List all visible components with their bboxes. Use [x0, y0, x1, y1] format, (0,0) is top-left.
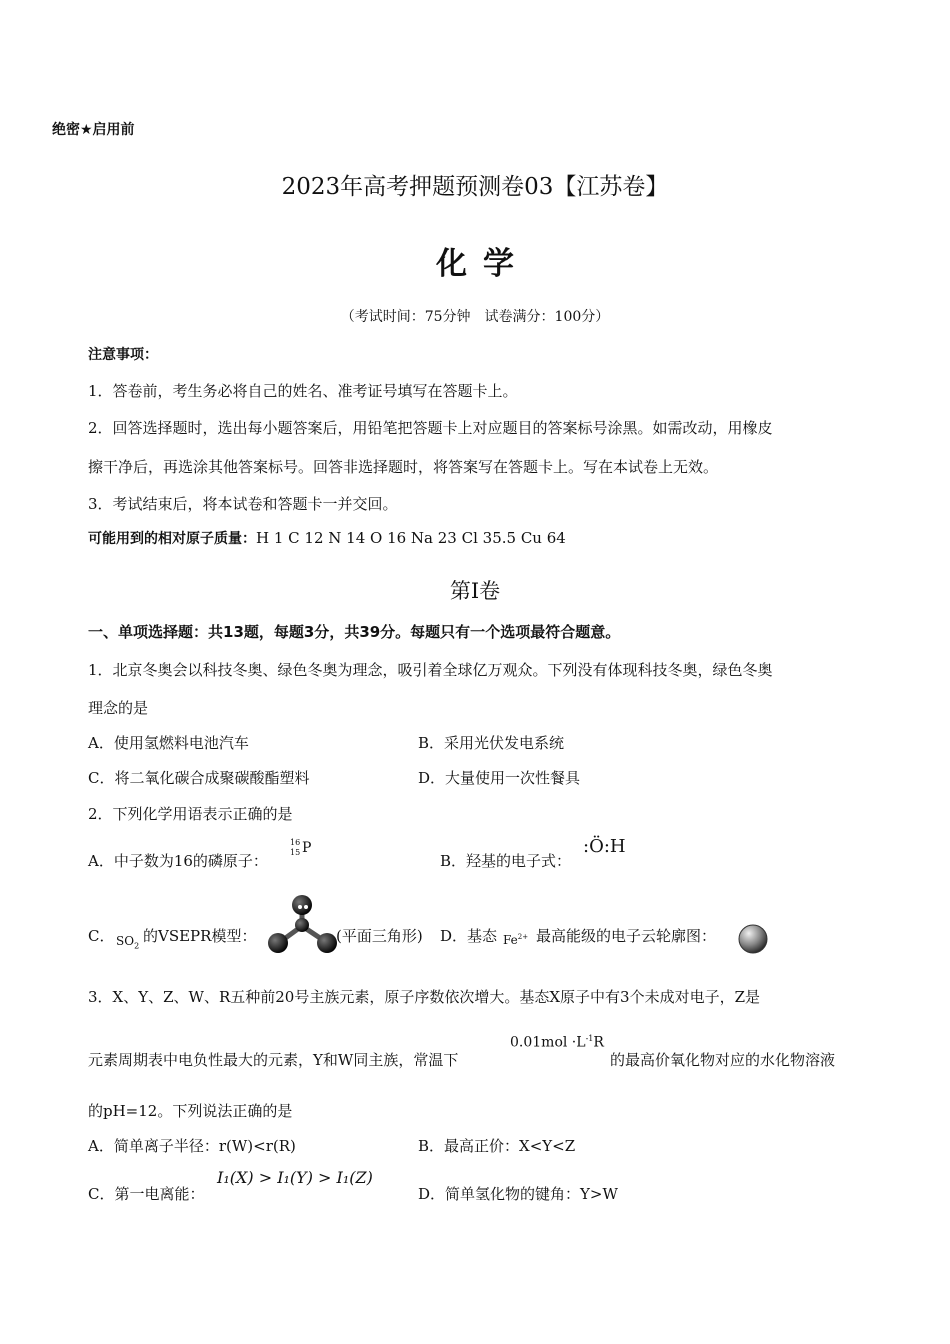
q2-d-ion	[503, 933, 528, 947]
q3-option-b: B．最高正价：X<Y<Z	[418, 1137, 576, 1155]
q2-a-atomic-number: 15	[290, 848, 301, 857]
q2-option-a: A．中子数为16的磷原子：	[88, 852, 268, 870]
q2-b-electron-formula: :Ö:H	[583, 836, 626, 857]
q3-stem-line1: 3．X、Y、Z、W、R五种前20号主族元素，原子序数依次增大。基态X原子中有3个未成对电子，Z是	[88, 988, 760, 1006]
q3-option-a: A．简单离子半径：r(W)<r(R)	[88, 1137, 296, 1155]
vsepr-lone-pair-dot-1	[298, 905, 302, 909]
q1-stem-line1: 1．北京冬奥会以科技冬奥、绿色冬奥为理念，吸引着全球亿万观众。下列没有体现科技冬奥，绿色冬奥	[88, 661, 773, 679]
q3-concentration-r: R	[593, 1034, 604, 1051]
notice-item-2-cont: 擦干净后，再选涂其他答案标号。回答非选择题时，将答案写在答题卡上。写在本试卷上无效。	[88, 458, 719, 476]
confidential-label: 绝密★启用前	[52, 122, 135, 138]
subject-title: 化学	[436, 246, 530, 282]
notice-heading: 注意事项：	[88, 347, 158, 363]
q1-option-a: A．使用氢燃料电池汽车	[88, 734, 249, 752]
q2-d-ion-symbol: Fe	[503, 933, 518, 947]
part-title: 一、单项选择题：共13题，每题3分，共39分。每题只有一个选项最符合题意。	[88, 623, 621, 641]
q3-concentration-sup: -1	[585, 1034, 594, 1043]
q2-option-c-label: C．	[88, 927, 115, 945]
atomic-mass-values: H 1 C 12 N 14 O 16 Na 23 Cl 35.5 Cu 64	[256, 529, 566, 547]
q3-stem-line3: 的pH=12。下列说法正确的是	[88, 1102, 293, 1120]
q2-option-c-text: 的VSEPR模型：	[143, 927, 257, 945]
q3-concentration-value: 0.01mol ·L	[510, 1034, 586, 1051]
vsepr-lone-pair-ball	[292, 895, 312, 915]
q2-c-formula	[116, 934, 139, 950]
q2-a-nuclide	[290, 838, 300, 858]
q2-a-symbol: P	[302, 840, 312, 856]
q3-c-formula: I₁(X) > I₁(Y) > I₁(Z)	[217, 1168, 373, 1187]
q3-concentration	[510, 1034, 604, 1051]
q1-stem-line2: 理念的是	[88, 699, 149, 717]
vsepr-oxygen-right	[317, 933, 337, 953]
q2-a-mass-number: 16	[290, 838, 301, 847]
q2-option-b: B．羟基的电子式：	[440, 852, 572, 870]
q2-c-formula-main: SO	[116, 934, 135, 948]
vsepr-model-image	[262, 892, 342, 962]
s-orbital-image	[736, 922, 770, 956]
q2-option-c-note: (平面三角形)	[336, 927, 423, 945]
q2-option-d-text: D．基态	[440, 927, 498, 945]
vsepr-lone-pair-dot-2	[304, 905, 308, 909]
q2-option-d-text2: 最高能级的电子云轮廓图：	[536, 927, 717, 945]
q2-stem: 2．下列化学用语表示正确的是	[88, 805, 293, 823]
notice-item-1: 1．答卷前，考生务必将自己的姓名、准考证号填写在答题卡上。	[88, 382, 518, 400]
atomic-mass-line	[88, 528, 566, 548]
exam-title: 2023年高考押题预测卷03【江苏卷】	[281, 174, 669, 200]
s-orbital-sphere	[739, 925, 767, 953]
q3-stem-line2a: 元素周期表中电负性最大的元素，Y和W同主族，常温下	[88, 1051, 459, 1069]
vsepr-oxygen-left	[268, 933, 288, 953]
atomic-mass-label: 可能用到的相对原子质量：	[88, 531, 256, 547]
q1-option-d: D．大量使用一次性餐具	[418, 769, 581, 787]
exam-info: （考试时间：75分钟 试卷满分：100分）	[340, 309, 610, 325]
q3-stem-line2b: 的最高价氧化物对应的水化物溶液	[610, 1051, 836, 1069]
notice-item-3: 3．考试结束后，将本试卷和答题卡一并交回。	[88, 495, 398, 513]
q1-option-b: B．采用光伏发电系统	[418, 734, 565, 752]
vsepr-central-atom	[295, 918, 309, 932]
q3-option-c-text: C．第一电离能：	[88, 1185, 205, 1203]
q2-d-ion-charge: 2+	[517, 933, 529, 941]
q1-option-c: C．将二氧化碳合成聚碳酸酯塑料	[88, 769, 310, 787]
q2-c-formula-sub: 2	[134, 941, 140, 951]
notice-item-2: 2．回答选择题时，选出每小题答案后，用铅笔把答题卡上对应题目的答案标号涂黑。如需改动，用橡皮	[88, 419, 773, 437]
volume-title: 第Ⅰ卷	[449, 579, 501, 603]
q3-option-d: D．简单氢化物的键角：Y>W	[418, 1185, 618, 1203]
